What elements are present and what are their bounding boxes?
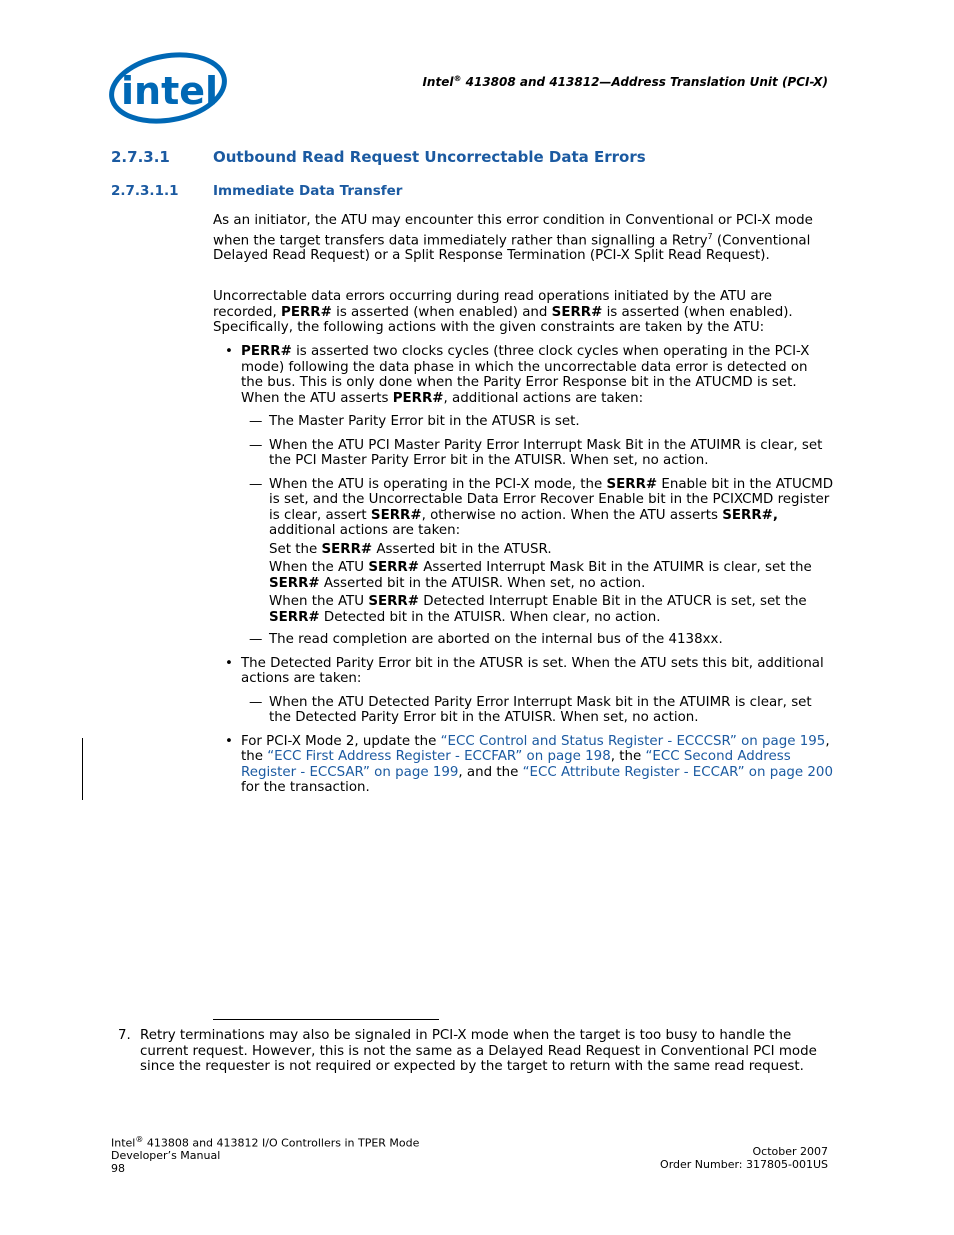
footnote-text: Retry terminations may also be signaled in PCI-X mode when the target is too busy to handle the current request. However, this is not the same as a Delayed Read Request in Conventional PCI mode since the requester is not required or expected by the target to return with the same read request. [140, 1028, 817, 1074]
footer-left: Intel® 413808 and 413812 I/O Controllers in TPER Mode Developer’s Manual 98 [111, 1135, 420, 1175]
footnote-number: 7. [118, 1028, 131, 1043]
footer-right [660, 1146, 828, 1171]
list-item: When the ATU SERR# Asserted Interrupt Mask Bit in the ATUIMR is clear, set the SERR# Asserted bit in the ATUISR. When set, no action. [269, 560, 812, 591]
subsection-heading [111, 183, 402, 199]
running-header: Intel® 413808 and 413812—Address Translation Unit (PCI-X) [422, 74, 828, 89]
footnote-ref: 7 [707, 231, 713, 241]
section-heading [111, 148, 646, 166]
intel-logo [107, 48, 229, 128]
list-item: — The read completion are aborted on the internal bus of the 4138xx. [213, 632, 833, 648]
list-item: — The Master Parity Error bit in the ATUSR is set. [213, 414, 833, 430]
link-ecccsr[interactable]: “ECC Control and Status Register - ECCCSR” on page 195 [440, 733, 826, 749]
list-item: — When the ATU is operating in the PCI-X mode, the SERR# Enable bit in the ATUCMD is set, and the Uncorrectable Data Error Recover Enable bit in the PCIXCMD register is clear, assert SERR#, otherwise no action. When the ATU asserts SERR#, additional actions are taken: [213, 477, 833, 539]
paragraph-intro: As an initiator, the ATU may encounter this error condition in Conventional or PCI-X mode when the target transfers data immediately rather than signalling a Retry$^7$ (Conventional Delayed Read Request) or a Split Response Termination (PCI-X Split Read Request). [213, 213, 813, 264]
footnote-divider [213, 1019, 439, 1020]
footer-date: October 2007 [752, 1145, 828, 1158]
subsection-number: 2.7.3.1.1 [111, 183, 179, 199]
paragraph-errors: Uncorrectable data errors occurring during read operations initiated by the ATU are recorded, PERR# is asserted (when enabled) and SERR# is asserted (when enabled). Specifically, the following actions with the given constraints are taken by the ATU: [213, 289, 793, 335]
list-item: Set the SERR# Asserted bit in the ATUSR. [269, 541, 552, 557]
list-item: — When the ATU PCI Master Parity Error Interrupt Mask Bit in the ATUIMR is clear, set the PCI Master Parity Error bit in the ATUISR. When set, no action. [213, 438, 833, 469]
change-bar [82, 738, 83, 800]
list-item: • For PCI-X Mode 2, update the “ECC Control and Status Register - ECCCSR” on page 195, the “ECC First Address Register - ECCFAR” on page 198, the “ECC Second Address Register - ECCSAR” on page 199, and the “ECC Attribute Register - ECCAR” on page 200 for the transaction. [213, 734, 833, 796]
list-item: — When the ATU Detected Parity Error Interrupt Mask bit in the ATUIMR is clear, set the Detected Parity Error bit in the ATUISR. When set, no action. [213, 695, 833, 726]
list-item: • PERR# is asserted two clocks cycles (three clock cycles when operating in the PCI-X mode) following the data phase in which the uncorrectable data error is detected on the bus. This is only done when the Parity Error Response bit in the ATUCMD is set. When the ATU asserts PERR#, additional actions are taken: [213, 344, 833, 406]
section-number: 2.7.3.1 [111, 148, 170, 166]
action-list [213, 344, 833, 796]
list-item: • The Detected Parity Error bit in the ATUSR is set. When the ATU sets this bit, additional actions are taken: [213, 656, 833, 687]
logo-text: intel [121, 69, 219, 113]
link-eccar[interactable]: “ECC Attribute Register - ECCAR” on page 200 [522, 764, 833, 780]
footer-order-number: Order Number: 317805-001US [660, 1157, 828, 1171]
subsection-title: Immediate Data Transfer [213, 183, 403, 199]
list-item: When the ATU SERR# Detected Interrupt Enable Bit in the ATUCR is set, set the SERR# Detected bit in the ATUISR. When clear, no action. [269, 594, 807, 625]
section-title: Outbound Read Request Uncorrectable Data Errors [213, 148, 646, 166]
page-number: 98 [111, 1161, 125, 1175]
link-eccsar[interactable]: “ECC Second Address Register - ECCSAR” on page 199 [241, 749, 791, 780]
link-eccfar[interactable]: “ECC First Address Register - ECCFAR” on page 198 [267, 749, 611, 764]
footer-manual: Developer’s Manual [111, 1149, 221, 1163]
footnote [118, 1028, 833, 1075]
